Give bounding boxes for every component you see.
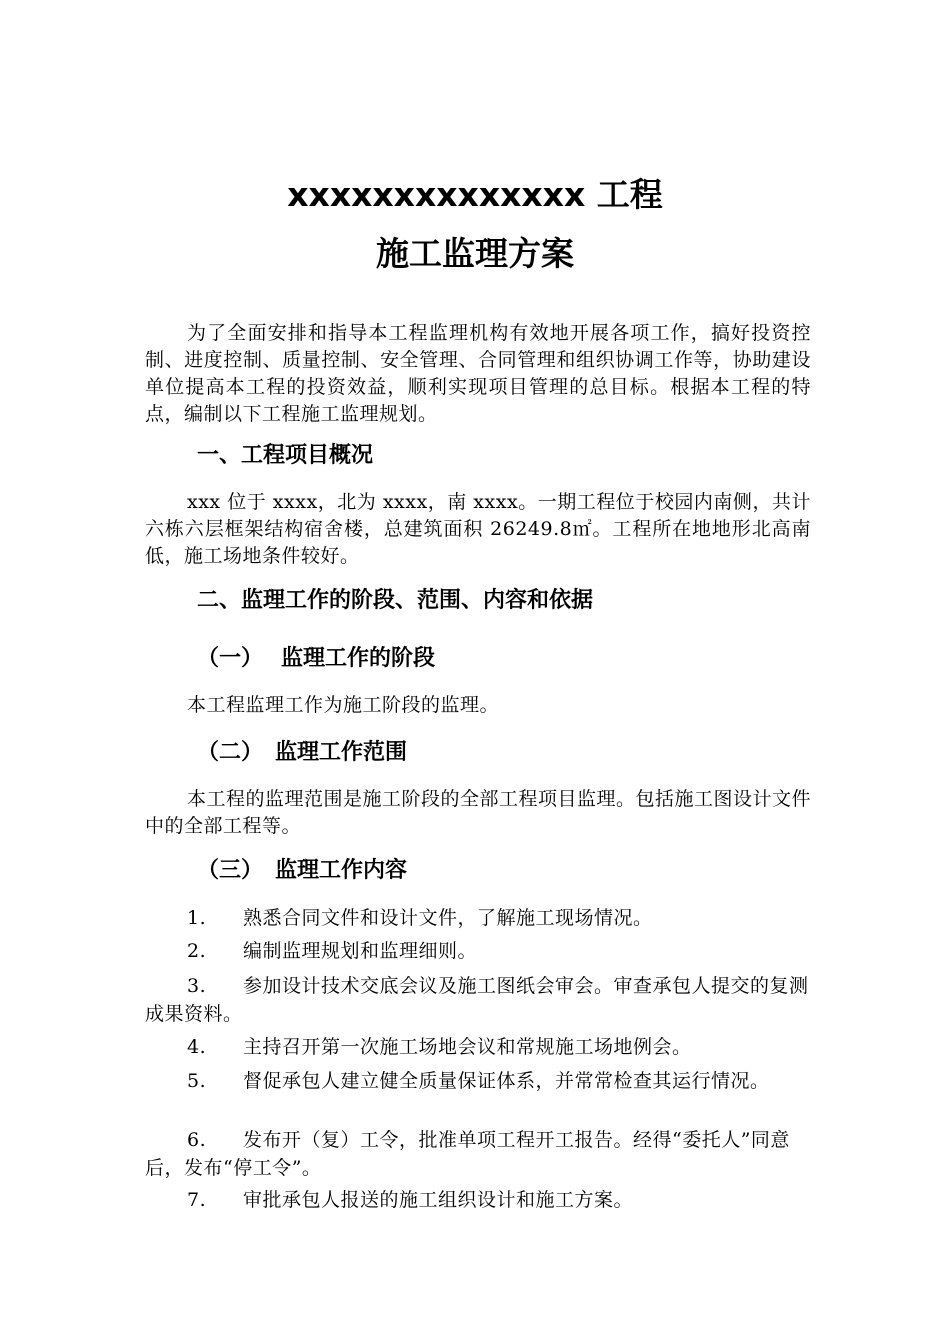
document-title-line2: 施工监理方案 [376, 234, 574, 273]
subsection-2-title: 监理工作范围 [275, 740, 408, 765]
list-item-number: 6. [187, 1129, 207, 1151]
subsection-1-body: 本工程监理工作为施工阶段的监理。 [187, 694, 500, 716]
subsection-1-number: （一） [197, 646, 264, 671]
subsection-1-title: 监理工作的阶段 [281, 646, 436, 671]
list-item [145, 1126, 811, 1182]
list-item [145, 904, 811, 932]
list-item-text: 熟悉合同文件和设计文件，了解施工现场情况。 [243, 907, 653, 929]
subsection-3-heading [197, 857, 407, 885]
section-2-heading: 二、监理工作的阶段、范围、内容和依据 [197, 588, 594, 613]
subsection-2-body: 本工程的监理范围是施工阶段的全部工程项目监理。包括施工图设计文件中的全部工程等。 [145, 788, 812, 837]
intro-paragraph: 为了全面安排和指导本工程监理机构有效地开展各项工作，搞好投资控制、进度控制、质量控制、安全管理、合同管理和组织协调工作等，协助建设单位提高本工程的投资效益，顺利实现项目管理的总目标。根据本工程的特点，编制以下工程施工监理规划。 [145, 322, 811, 425]
section-1-body: xxx 位于 xxxx，北为 xxxx，南 xxxx。一期工程位于校园内南侧，共计六栋六层框架结构宿舍楼，总建筑面积 26249.8㎡。工程所在地地形北高南低，施工场地条件较好。 [145, 491, 811, 567]
list-item-text: 审批承包人报送的施工组织设计和施工方案。 [243, 1189, 634, 1211]
list-item-number: 1. [187, 907, 207, 929]
list-item-text: 参加设计技术交底会议及施工图纸会审会。审查承包人提交的复测成果资料。 [145, 975, 809, 1025]
list-item-text: 发布开（复）工令，批准单项工程开工报告。经得“委托人”同意后，发布“停工令”。 [145, 1129, 790, 1179]
subsection-2-number: （二） [197, 740, 264, 765]
list-item-number: 2. [187, 940, 207, 962]
list-item [145, 937, 811, 965]
list-item-number: 4. [187, 1036, 207, 1058]
list-item [145, 1186, 811, 1214]
section-1-heading: 一、工程项目概况 [197, 443, 374, 468]
list-item-text: 编制监理规划和监理细则。 [243, 940, 478, 962]
subsection-2-heading [197, 739, 407, 767]
document-title-line1: xxxxxxxxxxxxxx 工程 [287, 175, 663, 214]
subsection-1-heading [197, 645, 435, 673]
list-item [145, 1033, 811, 1061]
list-item-number: 7. [187, 1189, 207, 1211]
list-item [145, 972, 811, 1028]
list-item-number: 3. [187, 975, 207, 997]
list-item-text: 督促承包人建立健全质量保证体系，并常常检查其运行情况。 [243, 1070, 770, 1092]
subsection-3-title: 监理工作内容 [275, 858, 408, 883]
subsection-3-number: （三） [197, 858, 264, 883]
list-item [145, 1067, 811, 1095]
list-item-number: 5. [187, 1070, 207, 1092]
list-item-text: 主持召开第一次施工场地会议和常规施工场地例会。 [243, 1036, 692, 1058]
